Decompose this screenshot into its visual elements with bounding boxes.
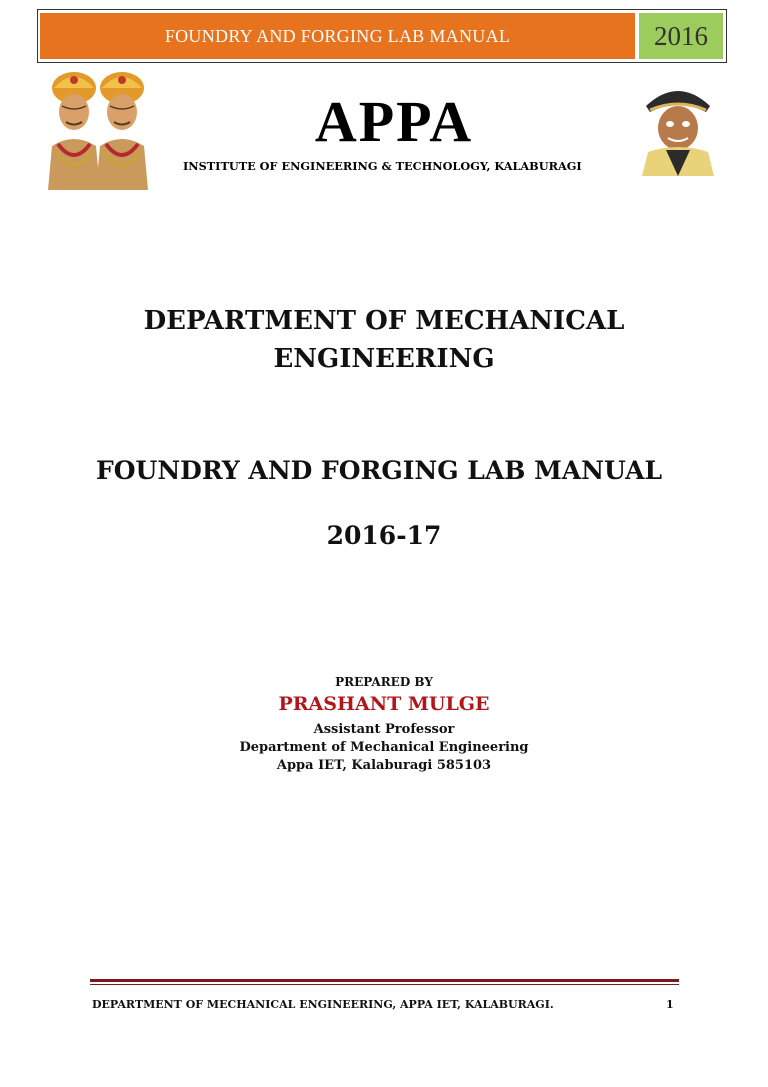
- manual-year: 2016-17: [326, 521, 442, 550]
- author-details: [0, 721, 768, 775]
- author-name: PRASHANT MULGE: [278, 693, 490, 715]
- header-year: 2016: [639, 13, 723, 59]
- author-address: Appa IET, Kalaburagi 585103: [276, 758, 492, 773]
- header-title: FOUNDRY AND FORGING LAB MANUAL: [40, 13, 635, 59]
- manual-title: FOUNDRY AND FORGING LAB MANUAL: [96, 456, 663, 485]
- page-number: 1: [666, 998, 674, 1011]
- running-header: [37, 9, 727, 63]
- footer-text: DEPARTMENT OF MECHANICAL ENGINEERING, APPA IET, KALABURAGI.: [92, 998, 554, 1011]
- department-line-2: ENGINEERING: [273, 344, 495, 374]
- footer-rule-thick: [90, 979, 679, 982]
- department-line-1: DEPARTMENT OF MECHANICAL: [143, 306, 625, 336]
- prepared-by-label: PREPARED BY: [335, 675, 433, 689]
- department-heading: [0, 302, 768, 378]
- institute-subtitle: INSTITUTE OF ENGINEERING & TECHNOLOGY, KALABURAGI: [183, 159, 582, 173]
- author-designation: Assistant Professor: [313, 722, 455, 737]
- author-department: Department of Mechanical Engineering: [239, 740, 529, 755]
- footer-rule-thin: [90, 984, 679, 985]
- institute-name: APPA: [314, 89, 474, 154]
